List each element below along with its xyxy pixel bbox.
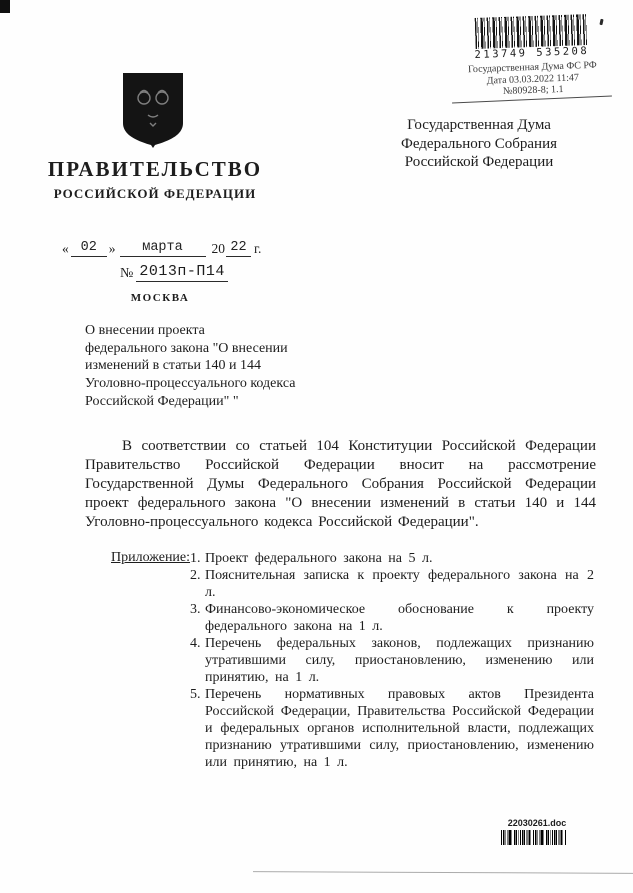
body-paragraph: В соответствии со статьей 104 Конституции Российской Федерации Правительство Российской Федерации вносит на рассмотрение Государственной Думы Федерального Собрания Российской Федерации проект федерального закона "О внесении изменений в статьи 140 и 144 Уголовно-процессуального кодекса Российской Федерации". <box>85 438 596 530</box>
date-month-value: марта <box>120 240 206 257</box>
attachment-number: 3. <box>190 602 201 617</box>
subject-line: федерального закона "О внесении <box>85 340 288 356</box>
barcode-icon <box>501 830 567 845</box>
close-quote: » <box>108 241 116 256</box>
subject-line: Российской Федерации" " <box>85 393 239 409</box>
attachments-label: Приложение: <box>111 550 191 565</box>
date-day-value: 02 <box>71 240 107 257</box>
barcode-icon <box>475 14 588 49</box>
recipient-block <box>380 116 578 172</box>
attachments-list <box>190 550 594 771</box>
date-year-value: 22 <box>226 240 251 257</box>
coat-of-arms-icon <box>120 71 186 149</box>
barcode-digits: 213749 535208 <box>474 45 590 61</box>
stamp-number-line: №80928-8; 1.1 <box>502 83 564 98</box>
attachment-number: 2. <box>190 568 201 583</box>
attachment-text: Перечень нормативных правовых актов Президента Российской Федерации, Правительства Российской Федерации и федеральных органов исполнительной власти, подлежащих признанию утратившими силу, приостановлению, изменению или принятию, на 1 л. <box>205 687 594 770</box>
subject-line: изменений в статьи 140 и 144 <box>85 358 262 374</box>
document-number: 2013п-П14 <box>136 263 228 282</box>
scan-corner-artifact <box>0 0 10 13</box>
attachment-item <box>190 550 594 567</box>
recipient-line: Федерального Собрания <box>400 135 558 152</box>
date-line <box>62 240 261 257</box>
attachment-item <box>190 635 594 686</box>
open-quote: « <box>62 241 69 256</box>
date-suffix: г. <box>254 241 262 256</box>
document-number-line <box>120 263 228 282</box>
letterhead-title: ПРАВИТЕЛЬСТВО <box>47 157 263 181</box>
recipient-line: Российской Федерации <box>404 154 554 170</box>
scan-edge-line <box>253 871 633 874</box>
stamp-date-line: Дата 03.03.2022 11:47 <box>486 71 580 87</box>
subject-block <box>85 322 345 411</box>
date-century: 20 <box>211 241 225 256</box>
attachment-number: 5. <box>190 687 201 702</box>
attachment-item <box>190 601 594 635</box>
recipient-line: Государственная Дума <box>407 117 551 133</box>
attachment-item <box>190 686 594 771</box>
stamp-org-line: Государственная Дума ФС РФ <box>467 59 597 76</box>
subject-line: О внесении проекта <box>85 323 205 338</box>
subject-line: Уголовно-процессуального кодекса <box>85 376 296 392</box>
doc-filename: 22030261.doc <box>507 818 567 828</box>
number-sign: № <box>120 266 134 281</box>
attachment-number: 4. <box>190 636 201 651</box>
attachment-text: Финансово-экономическое обоснование к проекту федерального закона на 1 л. <box>205 602 594 634</box>
attachment-number: 1. <box>190 551 201 566</box>
letterhead-subtitle: РОССИЙСКОЙ ФЕДЕРАЦИИ <box>53 186 257 201</box>
city-label: МОСКВА <box>130 292 190 304</box>
attachment-text: Проект федерального закона на 5 л. <box>205 551 433 566</box>
registration-stamp <box>442 13 623 100</box>
attachment-text: Перечень федеральных законов, подлежащих признанию утратившими силу, приостановлению, изменению или принятию, на 1 л. <box>205 636 594 685</box>
attachment-item <box>190 567 594 601</box>
attachment-text: Пояснительная записка к проекту федерального закона на 2 л. <box>205 568 594 600</box>
